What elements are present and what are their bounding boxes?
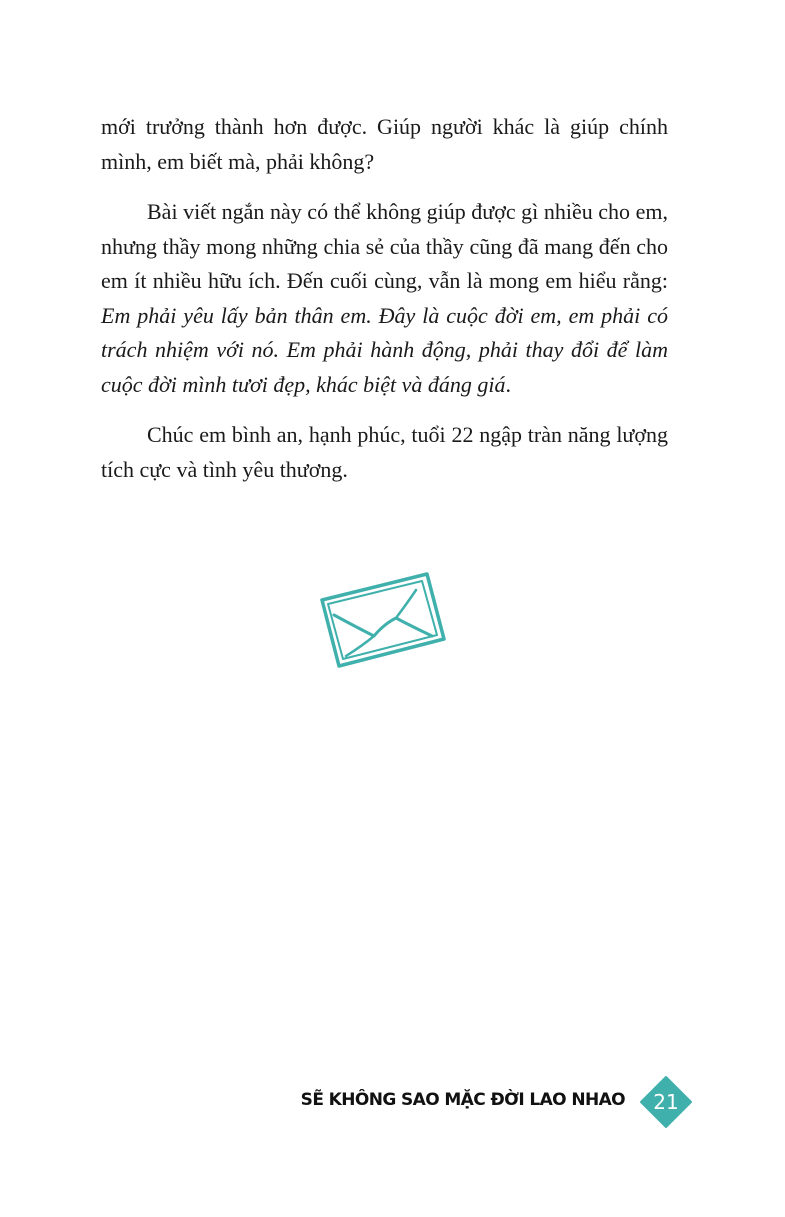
body-text: [101, 110, 668, 503]
envelope-icon: [316, 568, 450, 673]
paragraph-2: [101, 195, 668, 402]
page-number: 21: [653, 1090, 679, 1114]
paragraph-2-end: .: [505, 371, 512, 397]
paragraph-2-italic: Em phải yêu lấy bản thân em. Đây là cuộc đời em, em phải có trách nhiệm với nó. Em phải hành động, phải thay đổi để làm cuộc đời mình tươi đẹp, khác biệt và đáng giá: [101, 302, 668, 397]
paragraph-2-text: Bài viết ngắn này có thể không giúp được gì nhiều cho em, nhưng thầy mong những chia sẻ của thầy cũng đã mang đến cho em ít nhiều hữu ích. Đến cuối cùng, vẫn là mong em hiểu rằng:: [101, 199, 668, 293]
page-footer: [0, 1076, 785, 1128]
book-title: SẼ KHÔNG SAO MẶC ĐỜI LAO NHAO: [300, 1090, 625, 1110]
paragraph-1: mới trưởng thành hơn được. Giúp người khác là giúp chính mình, em biết mà, phải không?: [101, 114, 668, 174]
paragraph-3: Chúc em bình an, hạnh phúc, tuổi 22 ngập tràn năng lượng tích cực và tình yêu thương.: [101, 422, 668, 482]
